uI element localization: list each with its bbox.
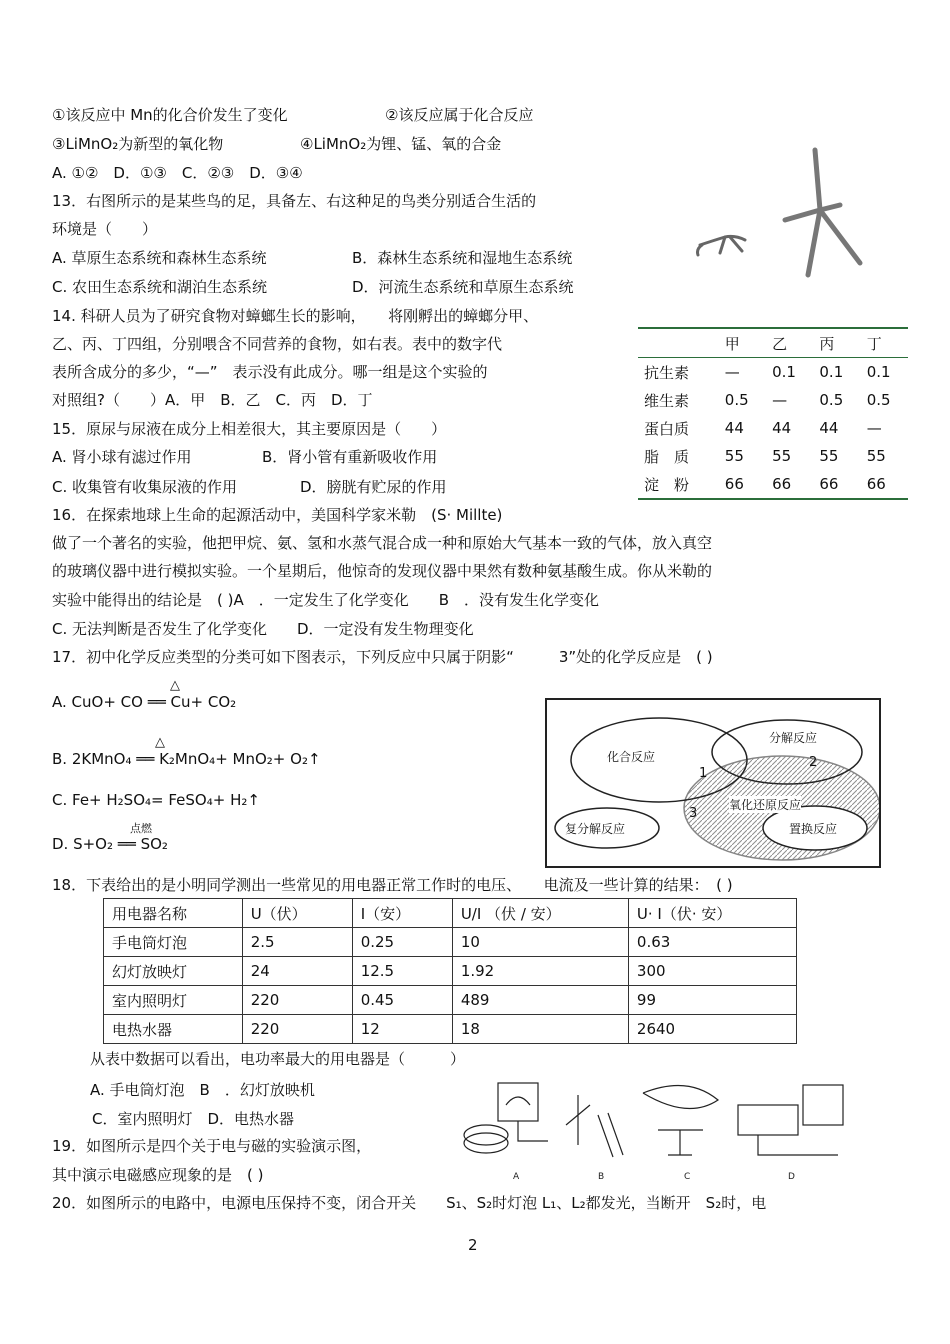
- table-cell: 44: [819, 419, 839, 437]
- table-cell: 抗生素: [644, 363, 690, 382]
- heat-condition: △: [170, 678, 180, 693]
- fig-label-d: D: [788, 1172, 795, 1182]
- table-row: [104, 986, 797, 1015]
- table-cell: 55: [819, 447, 839, 465]
- venn-shapes: [547, 700, 879, 866]
- table-cell: 0.25: [352, 928, 452, 957]
- choice: C. 收集管有收集尿液的作用: [52, 478, 238, 496]
- header-cell: 乙: [766, 328, 813, 358]
- header-cell: 甲: [719, 328, 766, 358]
- equation-a: A. CuO+ CO ══ Cu+ CO₂: [52, 693, 237, 711]
- table-cell: 44: [724, 419, 744, 437]
- region-1: 1: [699, 766, 708, 781]
- label-displacement: 置换反应: [789, 822, 838, 836]
- nutrition-table: [638, 327, 908, 500]
- table-cell: 2.5: [242, 928, 352, 957]
- table-cell: 维生素: [644, 391, 690, 410]
- question-17: 17．初中化学反应类型的分类可如下图表示，下列反应中只属于阴影“ 3”处的化学反应是 ( ): [52, 648, 713, 666]
- table-cell: 蛋白质: [644, 419, 690, 438]
- header-cell: U/I （伏 / 安）: [452, 899, 628, 928]
- choice: A. 手电筒灯泡 B ．幻灯放映机: [90, 1081, 315, 1099]
- table-cell: 脂 质: [644, 447, 690, 466]
- header-cell: 用电器名称: [104, 899, 243, 928]
- answer-choices: A. ①② D．①③ C．②③ D．③④: [52, 164, 303, 182]
- table-cell: 淀 粉: [638, 470, 719, 499]
- table-cell: 室内照明灯: [104, 986, 243, 1015]
- table-cell: 55: [724, 447, 744, 465]
- table-header-row: [638, 328, 908, 358]
- question-15: 15．原尿与尿液在成分上相差很大，其主要原因是（ ）: [52, 420, 447, 438]
- table-cell: 44: [772, 419, 792, 437]
- table-cell: 幻灯放映灯: [104, 957, 243, 986]
- table-cell: 0.5: [724, 391, 749, 409]
- table-cell: 0.5: [819, 391, 844, 409]
- choice: C. 农田生态系统和湖泊生态系统: [52, 278, 268, 296]
- equation-c: C. Fe+ H₂SO₄= FeSO₄+ H₂↑: [52, 791, 260, 809]
- table-cell: 0.5: [866, 391, 891, 409]
- table-cell: 55: [772, 447, 792, 465]
- table-row: [638, 442, 908, 470]
- reaction-type-diagram: [545, 698, 881, 868]
- table-cell: 66: [861, 470, 908, 499]
- equation-d: D. S+O₂ ══ SO₂: [52, 835, 168, 853]
- option-line: ②该反应属于化合反应: [385, 106, 534, 124]
- table-row: [104, 928, 797, 957]
- table-cell: 12: [352, 1015, 452, 1044]
- fig-label-a: A: [513, 1172, 520, 1182]
- choice: A. 草原生态系统和森林生态系统: [52, 249, 267, 267]
- header-cell: U· I（伏· 安）: [628, 899, 796, 928]
- question-19-cont: 其中演示电磁感应现象的是 ( ): [52, 1166, 264, 1184]
- question-16-cont: C. 无法判断是否发生了化学变化 D．一定没有发生物理变化: [52, 620, 474, 638]
- question-18-cont: 从表中数据可以看出，电功率最大的用电器是（ ）: [90, 1050, 466, 1068]
- choice: B．森林生态系统和湿地生态系统: [352, 249, 573, 267]
- table-cell: 1.92: [452, 957, 628, 986]
- choice: C．室内照明灯 D．电热水器: [92, 1110, 295, 1128]
- region-3: 3: [689, 806, 698, 821]
- page-number: 2: [468, 1236, 478, 1254]
- table-cell: —: [724, 363, 740, 381]
- question-19: 19．如图所示是四个关于电与磁的实验演示图，: [52, 1137, 372, 1155]
- table-cell: —: [772, 391, 788, 409]
- ignite-condition: 点燃: [130, 822, 152, 835]
- table-cell: 0.1: [819, 363, 844, 381]
- header-cell: I（安）: [352, 899, 452, 928]
- question-16-cont: 实验中能得出的结论是 ( )A ．一定发生了化学变化 B ．没有发生化学变化: [52, 591, 600, 609]
- question-14-cont: 表所含成分的多少，“—” 表示没有此成分。哪一组是这个实验的: [52, 363, 488, 381]
- table-cell: 电热水器: [104, 1015, 243, 1044]
- table-cell: 99: [628, 986, 796, 1015]
- heat-condition: △: [155, 735, 165, 750]
- choice: D．河流生态系统和草原生态系统: [352, 278, 574, 296]
- question-16-cont: 做了一个著名的实验，他把甲烷、氨、氢和水蒸气混合成一种和原始大气基本一致的气体，放入真空: [52, 534, 713, 552]
- table-row: [638, 386, 908, 414]
- table-row: [104, 1015, 797, 1044]
- choice: B．肾小管有重新吸收作用: [262, 448, 438, 466]
- choice: D．膀胱有贮尿的作用: [300, 478, 447, 496]
- table-cell: 0.1: [772, 363, 796, 381]
- fig-label-b: B: [598, 1172, 605, 1182]
- table-cell: 24: [242, 957, 352, 986]
- table-cell: 66: [766, 470, 813, 499]
- label-decomposition: 分解反应: [769, 731, 818, 745]
- table-cell: 55: [866, 447, 886, 465]
- table-cell: 0.63: [628, 928, 796, 957]
- table-cell: 66: [719, 470, 766, 499]
- table-row: [104, 957, 797, 986]
- header-cell: [638, 328, 719, 358]
- header-cell: U（伏）: [242, 899, 352, 928]
- option-line: ③LiMnO₂为新型的氧化物: [52, 135, 224, 153]
- em-experiments-figure: [458, 1075, 878, 1183]
- table-row: [638, 414, 908, 442]
- question-16: 16．在探索地球上生命的起源活动中，美国科学家米勒 (S· Millte): [52, 506, 503, 524]
- label-double-displacement: 复分解反应: [565, 822, 626, 836]
- table-cell: 66: [813, 470, 860, 499]
- table-cell: 300: [628, 957, 796, 986]
- bird-feet-image: [690, 145, 880, 295]
- table-cell: 0.45: [352, 986, 452, 1015]
- question-14: 14. 科研人员为了研究食物对蟑螂生长的影响， 将刚孵出的蟑螂分甲、: [52, 307, 539, 325]
- table-cell: —: [866, 419, 882, 437]
- table-row: [638, 358, 908, 387]
- label-combination: 化合反应: [607, 750, 656, 764]
- table-cell: 0.1: [866, 363, 891, 381]
- table-cell: 220: [242, 1015, 352, 1044]
- question-20: 20．如图所示的电路中，电源电压保持不变，闭合开关 S₁、S₂时灯泡 L₁、L₂都发光，当断开 S₂时，电: [52, 1194, 767, 1212]
- table-header-row: [104, 899, 797, 928]
- question-14-cont: 乙、丙、丁四组，分别喂含不同营养的食物，如右表。表中的数字代: [52, 335, 503, 353]
- question-13-cont: 环境是（ ）: [52, 220, 158, 238]
- table-cell: 18: [452, 1015, 628, 1044]
- table-cell: 12.5: [352, 957, 452, 986]
- option-line: ①该反应中 Mn的化合价发生了变化: [52, 106, 288, 124]
- fig-label-c: C: [684, 1172, 691, 1182]
- header-cell: 丙: [813, 328, 860, 358]
- table-cell: 489: [452, 986, 628, 1015]
- question-16-cont: 的玻璃仪器中进行模拟实验。一个星期后，他惊奇的发现仪器中果然有数种氨基酸生成。你从米勒的: [52, 562, 713, 580]
- table-cell: 2640: [628, 1015, 796, 1044]
- label-redox: 氧化还原反应: [729, 798, 802, 812]
- option-line: ④LiMnO₂为锂、锰、氧的合金: [300, 135, 502, 153]
- table-cell: 220: [242, 986, 352, 1015]
- question-18: 18．下表给出的是小明同学测出一些常见的用电器正常工作时的电压、 电流及一些计算的结果： ( ): [52, 876, 733, 894]
- table-cell: 手电筒灯泡: [104, 928, 243, 957]
- equation-b: B. 2KMnO₄ ══ K₂MnO₄+ MnO₂+ O₂↑: [52, 750, 321, 768]
- table-row: [638, 470, 908, 499]
- region-2: 2: [809, 755, 818, 770]
- question-14-cont: 对照组?（ ）A．甲 B．乙 C．丙 D．丁: [52, 391, 373, 409]
- table-cell: 10: [452, 928, 628, 957]
- choice: A. 肾小球有滤过作用: [52, 448, 192, 466]
- appliance-table: [103, 898, 797, 1044]
- question-13: 13．右图所示的是某些鸟的足，具备左、右这种足的鸟类分别适合生活的: [52, 192, 537, 210]
- header-cell: 丁: [861, 328, 908, 358]
